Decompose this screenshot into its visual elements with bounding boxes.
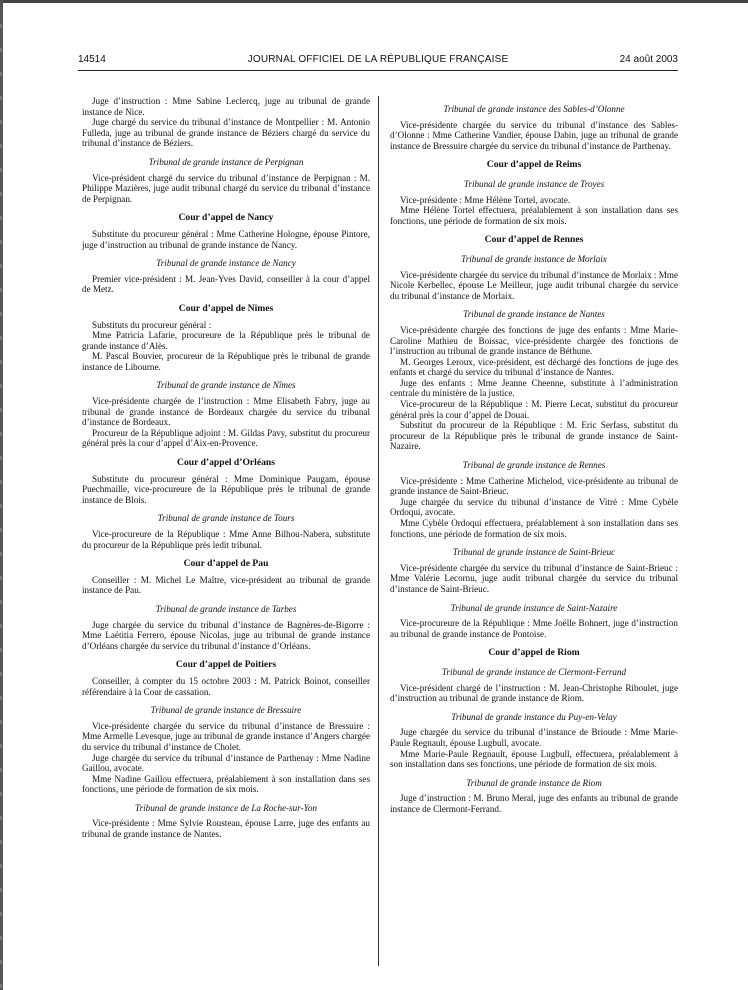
- tribunal-heading: Tribunal de grande instance de Riom: [466, 777, 602, 788]
- court-heading: Cour d’appel de Nancy: [178, 212, 274, 224]
- scan-edge-mark: [0, 192, 2, 196]
- scan-edge-mark: [0, 720, 2, 724]
- appointment-paragraph: Substitute du procureur général : Mme Catherine Hologne, épouse Pintore, juge d’instruction au tribunal de grande instance de Nancy.: [82, 228, 370, 250]
- appointment-paragraph: Vice-présidente chargée du service du tribunal d’instance de Morlaix : Mme Nicole Kerbellec, épouse Le Meilleur, juge audit tribunal chargée du service du tribunal d’instance de Morlaix.: [390, 269, 678, 301]
- tribunal-heading: Tribunal de grande instance de Rennes: [462, 460, 606, 471]
- right-column: [390, 96, 678, 814]
- scan-edge-mark: [0, 912, 2, 916]
- appointment-paragraph: Juge chargée du service du tribunal d’instance de Bagnères-de-Bigorre : Mme Laëtitia Ferrero, épouse Nicolas, juge au tribunal de grande instance d’Orléans chargée du service du tribunal d’instance d’Orléans.: [82, 619, 370, 651]
- scan-edge-mark: [0, 960, 2, 964]
- scan-edge-mark: [0, 648, 2, 652]
- tribunal-heading: Tribunal de grande instance de Saint-Nazaire: [450, 602, 618, 613]
- appointment-paragraph: Mme Patricia Lafarie, procureure de la République près le tribunal de grande instance d’Alès.: [82, 330, 370, 351]
- appointment-paragraph: Vice-présidente : Mme Hélène Tortel, avocate.: [400, 194, 571, 205]
- appointment-paragraph: Conseiller, à compter du 15 octobre 2003 : M. Patrick Boinot, conseiller référendaire à la Cour de cassation.: [82, 675, 370, 697]
- scan-edge-mark: [0, 480, 2, 484]
- scan-edge-mark: [0, 432, 2, 436]
- page-header: [78, 54, 678, 68]
- appointment-paragraph: Vice-procureure de la République : Mme Joëlle Bohnert, juge d’instruction au tribunal de grande instance de Pontoise.: [390, 618, 678, 639]
- appointment-paragraph: Substituts du procureur général :: [92, 319, 212, 330]
- left-column: [82, 96, 370, 840]
- tribunal-heading: Tribunal de grande instance de Morlaix: [461, 253, 607, 264]
- appointment-paragraph: Vice-présidente : Mme Catherine Michelod, vice-présidente au tribunal de grande instance de Saint-Brieuc.: [390, 475, 678, 497]
- header-rule: [78, 70, 678, 71]
- appointment-paragraph: Vice-présidente chargée du service du tribunal d’instance des Sables-d’Olonne : Mme Catherine Vandier, épouse Dabin, juge au tribunal de grande instance de Bressuire chargée du service du tribunal d’instance de Parthenay.: [390, 119, 678, 151]
- appointment-paragraph: Premier vice-président : M. Jean-Yves David, conseiller à la cour d’appel de Metz.: [82, 273, 370, 295]
- court-heading: Cour d’appel de Reims: [486, 159, 582, 171]
- court-heading: Cour d’appel de Riom: [488, 647, 580, 659]
- scan-edge-mark: [0, 528, 2, 532]
- scan-edge-mark: [0, 384, 2, 388]
- court-heading: Cour d’appel d’Orléans: [177, 457, 275, 469]
- scan-edge-mark: [0, 168, 2, 172]
- tribunal-heading: Tribunal de grande instance de Nancy: [156, 258, 296, 269]
- tribunal-heading: Tribunal de grande instance de Nîmes: [156, 380, 296, 391]
- tribunal-heading: Tribunal de grande instance de Nantes: [463, 309, 605, 320]
- tribunal-heading: Tribunal de grande instance du Puy-en-Velay: [451, 711, 617, 722]
- court-heading: Cour d’appel de Rennes: [484, 234, 584, 246]
- scan-edge-mark: [0, 96, 2, 100]
- scan-edge-mark: [0, 24, 2, 28]
- appointment-paragraph: Vice-présidente chargée des fonctions de juge des enfants : Mme Marie-Caroline Mathieu de Boissac, vice-présidente chargée des fonctions de l’instruction au tribunal de grande instance de Béthune.: [390, 324, 678, 357]
- scan-top-border: [0, 0, 748, 3]
- scan-edge-mark: [0, 888, 2, 892]
- scan-edge-mark: [0, 144, 2, 148]
- scan-edge-mark: [0, 984, 2, 988]
- scan-edge-mark: [0, 288, 2, 292]
- appointment-paragraph: Juge d’instruction : Mme Sabine Leclercq, juge au tribunal de grande instance de Nice.: [82, 96, 370, 117]
- scan-edge-mark: [0, 792, 2, 796]
- scan-edge-mark: [0, 312, 2, 316]
- scan-edge-mark: [0, 72, 2, 76]
- tribunal-heading: Tribunal de grande instance de Clermont-Ferrand: [441, 666, 627, 677]
- appointment-paragraph: Vice-procureur de la République : M. Pierre Lecat, substitut du procureur général près la cour d’appel de Douai.: [390, 399, 678, 420]
- scan-edge-mark: [0, 624, 2, 628]
- scan-edge-mark: [0, 504, 2, 508]
- tribunal-heading: Tribunal de grande instance de Bressuire: [150, 705, 302, 716]
- appointment-paragraph: Mme Cybèle Ordoqui effectuera, préalablement à son installation dans ses fonctions, une période de formation de six mois.: [390, 518, 678, 539]
- appointment-paragraph: Juge chargée du service du tribunal d’instance de Vitré : Mme Cybèle Ordoqui, avocate.: [390, 496, 678, 518]
- tribunal-heading: Tribunal de grande instance de Saint-Brieuc: [452, 547, 616, 558]
- court-heading: Cour d’appel de Poitiers: [175, 659, 277, 671]
- appointment-paragraph: Juge chargé du service du tribunal d’instance de Montpellier : M. Antonio Fulleda, juge au tribunal de grande instance de Béziers chargé du service du tribunal d’instance de Béziers.: [82, 117, 370, 149]
- appointment-paragraph: Mme Hélène Tortel effectuera, préalablement à son installation dans ses fonctions, une période de formation de six mois.: [390, 205, 678, 226]
- scan-edge-mark: [0, 120, 2, 124]
- scan-edge-mark: [0, 48, 2, 52]
- court-heading: Cour d’appel de Nîmes: [178, 302, 274, 314]
- scan-edge-mark: [0, 864, 2, 868]
- journal-title: JOURNAL OFFICIEL DE LA RÉPUBLIQUE FRANÇAISE: [247, 54, 509, 65]
- appointment-paragraph: M. Pascal Bouvier, procureur de la République près le tribunal de grande instance de Libourne.: [82, 351, 370, 372]
- scan-edge-mark: [0, 408, 2, 412]
- scan-edge-mark: [0, 264, 2, 268]
- scan-edge-mark: [0, 672, 2, 676]
- tribunal-heading: Tribunal de grande instance de Tours: [157, 513, 295, 524]
- scan-edge-mark: [0, 600, 2, 604]
- scan-edge-mark: [0, 456, 2, 460]
- appointment-paragraph: Juge chargée du service du tribunal d’instance de Brioude : Mme Marie-Paule Regnault, épouse Lugbull, avocate.: [390, 727, 678, 748]
- scan-edge-mark: [0, 240, 2, 244]
- appointment-paragraph: M. Georges Leroux, vice-président, est déchargé des fonctions de juge des enfants et chargé du service du tribunal d’instance de Nantes.: [390, 356, 678, 378]
- scan-edge-mark: [0, 336, 2, 340]
- appointment-paragraph: Vice-présidente chargée de l’instruction : Mme Elisabeth Fabry, juge au tribunal de grande instance de Bordeaux chargée du service du tribunal d’instance de Bordeaux.: [82, 396, 370, 428]
- scan-edge-mark: [0, 744, 2, 748]
- page-number: 14514: [78, 54, 106, 65]
- issue-date: 24 août 2003: [619, 54, 678, 65]
- scan-edge-mark: [0, 816, 2, 820]
- appointment-paragraph: Mme Marie-Paule Regnault, épouse Lugbull, effectuera, préalablement à son installation dans ses fonctions, une période de formation de six mois.: [390, 748, 678, 770]
- tribunal-heading: Tribunal de grande instance de La Roche-sur-Yon: [135, 802, 317, 813]
- appointment-paragraph: Substitut du procureur de la République : M. Eric Serfass, substitut du procureur de la République près le tribunal de grande instance de Saint-Nazaire.: [390, 420, 678, 452]
- appointment-paragraph: Conseiller : M. Michel Le Maître, vice-président au tribunal de grande instance de Pau.: [82, 574, 370, 596]
- appointment-paragraph: Substitute du procureur général : Mme Dominique Paugam, épouse Puechmaille, vice-procureure de la République près le tribunal de grande instance de Blois.: [82, 473, 370, 505]
- scan-edge-mark: [0, 696, 2, 700]
- tribunal-heading: Tribunal de grande instance de Tarbes: [155, 603, 297, 614]
- scan-edge-mark: [0, 552, 2, 556]
- scan-edge-mark: [0, 768, 2, 772]
- appointment-paragraph: Juge des enfants : Mme Jeanne Cheenne, substitute à l’administration centrale du ministère de la justice.: [390, 377, 678, 399]
- tribunal-heading: Tribunal de grande instance de Troyes: [463, 178, 605, 189]
- appointment-paragraph: Vice-président chargé du service du tribunal d’instance de Perpignan : M. Philippe Mazières, juge audit tribunal chargé du service du tribunal d’instance de Perpignan.: [82, 172, 370, 204]
- court-heading: Cour d’appel de Pau: [183, 558, 269, 570]
- scan-edge-mark: [0, 936, 2, 940]
- appointment-paragraph: Vice-président chargé de l’instruction : M. Jean-Christophe Riboulet, juge d’instruction au tribunal de grande instance de Riom.: [390, 682, 678, 704]
- appointment-paragraph: Vice-présidente : Mme Sylvie Rousteau, épouse Larre, juge des enfants au tribunal de grande instance de Nantes.: [82, 818, 370, 840]
- appointment-paragraph: Vice-présidente chargée du service du tribunal d’instance de Saint-Brieuc : Mme Valérie Lecornu, juge audit tribunal chargée du service du tribunal d’instance de Saint-Brieuc.: [390, 562, 678, 594]
- appointment-paragraph: Mme Nadine Gaillou effectuera, préalablement à son installation dans ses fonctions, une période de formation de six mois.: [82, 773, 370, 795]
- tribunal-heading: Tribunal de grande instance des Sables-d’Olonne: [443, 104, 625, 114]
- scan-edge-mark: [0, 216, 2, 220]
- tribunal-heading: Tribunal de grande instance de Perpignan: [148, 156, 304, 167]
- scan-edge-mark: [0, 576, 2, 580]
- appointment-paragraph: Vice-présidente chargée du service du tribunal d’instance de Bressuire : Mme Armelle Levesque, juge au tribunal de grande instance d’Angers chargée du service du tribunal d’instance de Cholet.: [82, 720, 370, 752]
- appointment-paragraph: Juge chargée du service du tribunal d’instance de Parthenay : Mme Nadine Gaillou, avocate.: [82, 752, 370, 774]
- scan-edge-mark: [0, 360, 2, 364]
- appointment-paragraph: Juge d’instruction : M. Bruno Meral, juge des enfants au tribunal de grande instance de Clermont-Ferrand.: [390, 793, 678, 814]
- appointment-paragraph: Procureur de la République adjoint : M. Gildas Pavy, substitut du procureur général près la cour d’appel d’Aix-en-Provence.: [82, 427, 370, 449]
- appointment-paragraph: Vice-procureure de la République : Mme Anne Bilhou-Nabera, substitute du procureur de la République près ledit tribunal.: [82, 529, 370, 550]
- scan-edge-mark: [0, 840, 2, 844]
- column-divider: [378, 96, 379, 966]
